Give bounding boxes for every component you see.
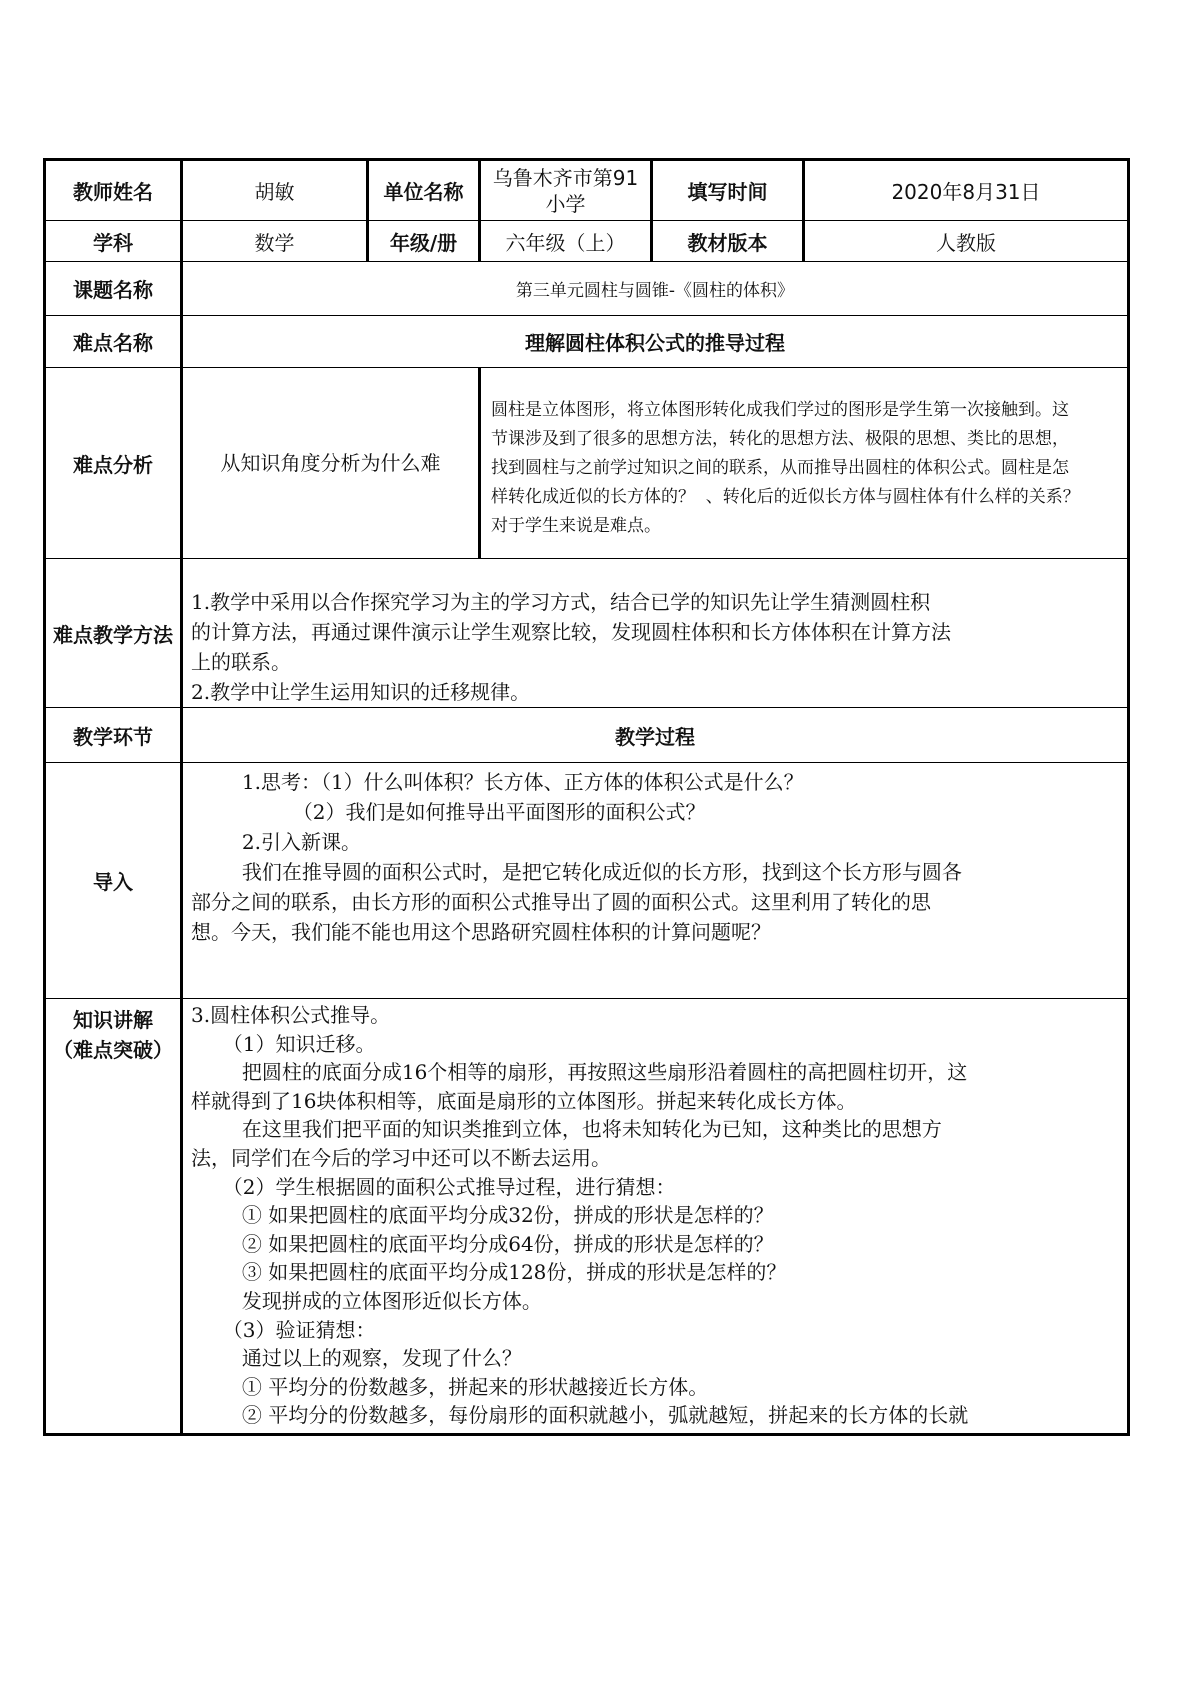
topic-value: 第三单元圆柱与圆锥-《圆柱的体积》	[182, 262, 1129, 316]
knowledge-row	[45, 999, 1129, 1435]
intro-text	[182, 763, 1129, 999]
analysis-line: 找到圆柱与之前学过知识之间的联系，从而推导出圆柱的体积公式。圆柱是怎	[491, 458, 1069, 478]
knowledge-line: 把圆柱的底面分成16个相等的扇形，再按照这些扇形沿着圆柱的高把圆柱切开，这	[191, 1060, 968, 1085]
header-row-2	[45, 221, 1129, 262]
knowledge-line: ② 平均分的份数越多，每份扇形的面积就越小，弧就越短，拼起来的长方体的长就	[191, 1403, 969, 1428]
intro-line: 我们在推导圆的面积公式时，是把它转化成近似的长方形，找到这个长方形与圆各	[191, 860, 962, 884]
intro-row	[45, 763, 1129, 999]
analysis-line: 对于学生来说是难点。	[491, 516, 661, 536]
teacher-value: 胡敏	[182, 160, 368, 221]
knowledge-text	[182, 999, 1129, 1435]
knowledge-line: 3.圆柱体积公式推导。	[191, 1003, 391, 1027]
edition-value: 人教版	[804, 221, 1129, 262]
analysis-line: 样转化成近似的长方体的？ 、转化后的近似长方体与圆柱体有什么样的关系？	[491, 487, 1080, 507]
process-header-row	[45, 708, 1129, 763]
method-line: 的计算方法，再通过课件演示让学生观察比较，发现圆柱体积和长方体体积在计算方法	[191, 620, 951, 644]
lesson-plan-sheet	[43, 158, 1127, 1436]
knowledge-line: 法，同学们在今后的学习中还可以不断去运用。	[191, 1145, 611, 1170]
date-value: 2020年8月31日	[804, 160, 1129, 221]
topic-label: 课题名称	[45, 262, 182, 316]
edition-label: 教材版本	[652, 221, 804, 262]
process-stage-label: 教学环节	[45, 708, 182, 763]
knowledge-line: ① 如果把圆柱的底面平均分成32份，拼成的形状是怎样的？	[191, 1203, 774, 1228]
topic-row	[45, 262, 1129, 316]
knowledge-line: （1）知识迁移。	[191, 1031, 376, 1056]
teacher-label: 教师姓名	[45, 160, 182, 221]
knowledge-line: 在这里我们把平面的知识类推到立体，也将未知转化为已知，这种类比的思想方	[191, 1117, 942, 1142]
subject-value: 数学	[182, 221, 368, 262]
knowledge-line: 通过以上的观察，发现了什么？	[191, 1346, 522, 1371]
intro-line: 想。今天，我们能不能也用这个思路研究圆柱体积的计算问题呢？	[191, 920, 771, 944]
intro-line: 1.思考：（1）什么叫体积？长方体、正方体的体积公式是什么？	[191, 770, 804, 794]
method-line: 上的联系。	[191, 650, 291, 674]
knowledge-label-cell	[45, 999, 182, 1435]
method-line: 1.教学中采用以合作探究学习为主的学习方式，结合已学的知识先让学生猜测圆柱积	[191, 590, 931, 614]
process-label: 教学过程	[182, 708, 1129, 763]
knowledge-line: ① 平均分的份数越多，拼起来的形状越接近长方体。	[191, 1374, 709, 1399]
difficulty-label: 难点名称	[45, 316, 182, 368]
subject-label: 学科	[45, 221, 182, 262]
unit-value: 乌鲁木齐市第91小学	[480, 160, 652, 221]
knowledge-line: 发现拼成的立体图形近似长方体。	[191, 1288, 542, 1313]
header-row-1	[45, 160, 1129, 221]
analysis-label: 难点分析	[45, 368, 182, 559]
method-text	[182, 559, 1129, 708]
difficulty-value: 理解圆柱体积公式的推导过程	[182, 316, 1129, 368]
analysis-row	[45, 368, 1129, 559]
knowledge-line: ② 如果把圆柱的底面平均分成64份，拼成的形状是怎样的？	[191, 1231, 774, 1256]
method-row	[45, 559, 1129, 708]
method-label: 难点教学方法	[45, 559, 182, 708]
analysis-text	[480, 368, 1129, 559]
grade-value: 六年级（上）	[480, 221, 652, 262]
method-line: 2.教学中让学生运用知识的迁移规律。	[191, 680, 531, 704]
analysis-line: 节课涉及到了很多的思想方法，转化的思想方法、极限的思想、类比的思想，	[491, 429, 1069, 449]
intro-line: （2）我们是如何推导出平面图形的面积公式？	[191, 800, 706, 824]
knowledge-label: 知识讲解	[73, 1008, 153, 1032]
knowledge-line: ③ 如果把圆柱的底面平均分成128份，拼成的形状是怎样的？	[191, 1260, 787, 1285]
intro-label: 导入	[45, 763, 182, 999]
grade-label: 年级/册	[368, 221, 480, 262]
knowledge-line: （3）验证猜想：	[191, 1317, 376, 1342]
intro-line: 2.引入新课。	[191, 830, 361, 854]
analysis-line: 圆柱是立体图形，将立体图形转化成我们学过的图形是学生第一次接触到。这	[491, 400, 1069, 420]
difficulty-row	[45, 316, 1129, 368]
date-label: 填写时间	[652, 160, 804, 221]
knowledge-line: 样就得到了16块体积相等，底面是扇形的立体图形。拼起来转化成长方体。	[191, 1088, 857, 1113]
lesson-plan-table	[43, 158, 1130, 1436]
knowledge-line: （2）学生根据圆的面积公式推导过程，进行猜想：	[191, 1174, 676, 1199]
unit-label: 单位名称	[368, 160, 480, 221]
knowledge-sublabel: （难点突破）	[53, 1038, 173, 1062]
intro-line: 部分之间的联系，由长方形的面积公式推导出了圆的面积公式。这里利用了转化的思	[191, 890, 931, 914]
analysis-sublabel: 从知识角度分析为什么难	[182, 368, 480, 559]
